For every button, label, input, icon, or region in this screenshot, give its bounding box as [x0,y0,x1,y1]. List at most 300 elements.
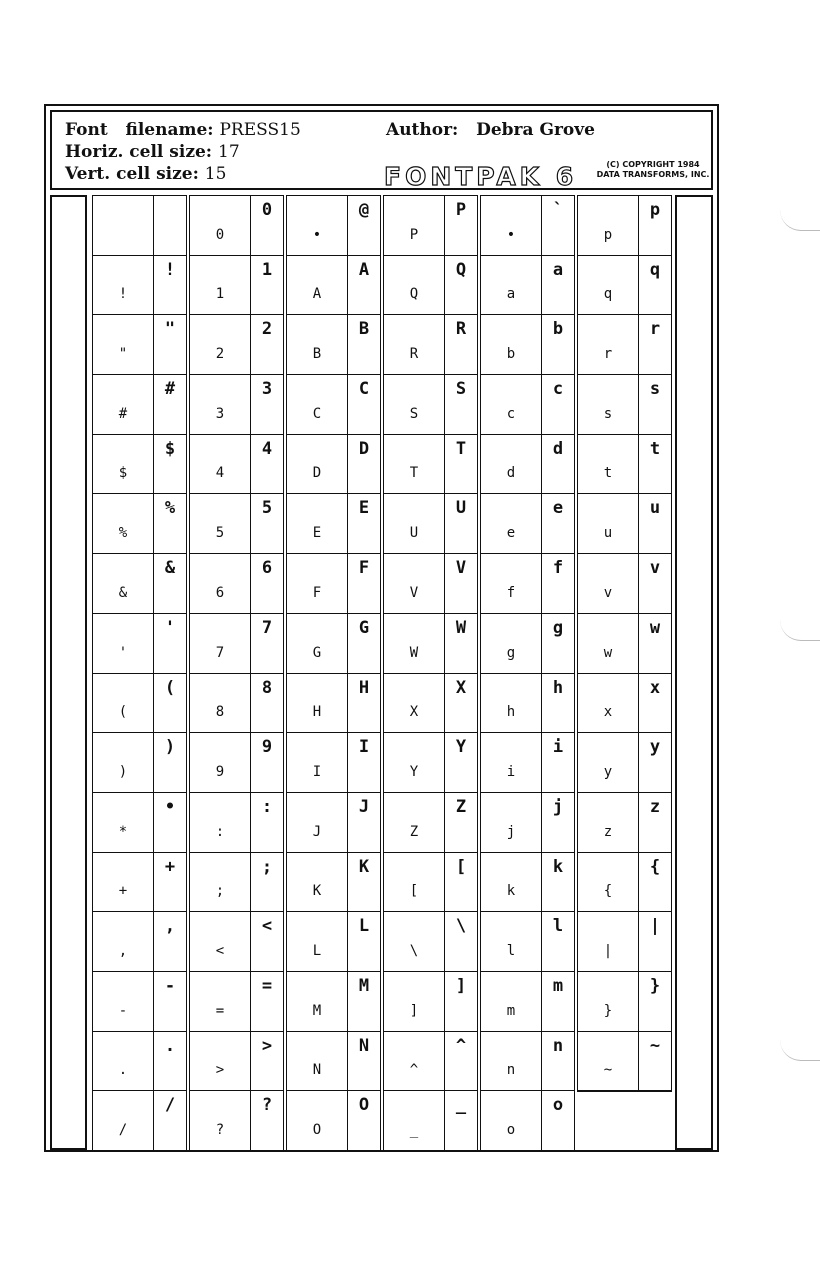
character-column-5 [480,195,575,1152]
glyph-sample-small: + [118,883,128,900]
glyph-cell-large [348,972,380,1032]
author-label: Author: [386,120,459,140]
character-column-3 [286,195,381,1152]
glyph-cell-small [287,912,348,972]
glyph-cell-small [481,196,542,256]
glyph-cell-large [251,674,283,734]
glyph-sample-small: E [312,525,322,542]
glyph-sample-small: p [603,226,613,243]
glyph-sample-small: Q [409,286,419,303]
glyph-cell-small [93,196,154,256]
glyph-sample-small: U [409,525,419,542]
glyph-cell-small [93,256,154,316]
glyph-sample-small: = [215,1002,225,1019]
glyph-sample-small: s [603,405,613,422]
glyph-sample-large: 5 [261,498,273,519]
glyph-sample-small: 0 [215,226,225,243]
glyph-sample-large: l [552,916,564,937]
glyph-sample-large: T [455,438,467,459]
glyph-sample-small: ' [118,644,128,661]
font-label: Font [65,120,108,140]
glyph-sample-large: O [358,1095,370,1116]
glyph-sample-large: 9 [261,737,273,758]
glyph-cell-large [154,733,186,793]
glyph-sample-large: b [552,319,564,340]
glyph-cell-large [445,494,477,554]
glyph-sample-large: 6 [261,558,273,579]
glyph-sample-small: k [506,883,516,900]
glyph-cell-large [348,256,380,316]
glyph-cell-large [542,1091,574,1151]
glyph-cell-small [93,674,154,734]
glyph-sample-small: # [118,405,128,422]
glyph-sample-large: < [261,916,273,937]
glyph-cell-large [445,315,477,375]
glyph-cell-large [154,972,186,1032]
glyph-sample-small: J [312,823,322,840]
glyph-cell-small [190,1091,251,1151]
glyph-cell-large [445,972,477,1032]
glyph-cell-small [93,614,154,674]
glyph-sample-small: ( [118,704,128,721]
glyph-sample-small: } [603,1002,613,1019]
glyph-cell-small [481,674,542,734]
glyph-cell-large [251,793,283,853]
glyph-sample-large: E [358,498,370,519]
glyph-sample-small: ! [118,286,128,303]
glyph-cell-small [190,733,251,793]
glyph-sample-large: , [164,916,176,937]
glyph-cell-small [287,1032,348,1092]
glyph-sample-small: N [312,1062,322,1079]
glyph-sample-large: m [552,975,564,996]
glyph-cell-large [542,972,574,1032]
glyph-cell-small [578,256,639,316]
glyph-cell-large [154,435,186,495]
glyph-sample-large: @ [358,200,370,220]
glyph-cell-large [154,256,186,316]
glyph-sample-small: ) [118,763,128,780]
glyph-sample-large: a [552,259,564,280]
glyph-sample-small: 3 [215,405,225,422]
copyright-notice [596,160,710,180]
glyph-sample-large: L [358,916,370,937]
glyph-sample-large: K [358,856,370,877]
glyph-sample-large: S [455,379,467,400]
glyph-sample-small: " [118,346,128,363]
glyph-cell-large [542,196,574,256]
glyph-cell-large [251,1032,283,1092]
glyph-sample-small: * [118,823,128,840]
glyph-sample-large: } [649,975,661,996]
glyph-sample-small: R [409,346,419,363]
glyph-sample-large: t [649,438,661,459]
glyph-sample-large: V [455,558,467,579]
glyph-cell-small [287,554,348,614]
glyph-cell-large [445,435,477,495]
glyph-sample-large: z [649,796,661,817]
glyph-cell-large [445,674,477,734]
glyph-cell-large [251,256,283,316]
glyph-cell-large [445,853,477,913]
filename-label: filename: [125,120,214,140]
glyph-cell-small [287,853,348,913]
glyph-cell-small [481,793,542,853]
glyph-sample-small: A [312,286,322,303]
glyph-sample-large: U [455,498,467,519]
glyph-cell-small [93,494,154,554]
glyph-sample-large: . [164,1035,176,1056]
character-column-2 [189,195,284,1152]
glyph-cell-large [154,375,186,435]
glyph-cell-large [445,1032,477,1092]
glyph-sample-small: d [506,465,516,482]
glyph-sample-large: - [164,975,176,996]
font-filename-line [65,120,301,140]
glyph-sample-large: = [261,975,273,996]
glyph-cell-large [639,1032,671,1092]
glyph-sample-large: d [552,438,564,459]
glyph-cell-small [384,1091,445,1151]
glyph-cell-small [93,912,154,972]
glyph-sample-large: e [552,498,564,519]
glyph-cell-small [287,494,348,554]
glyph-cell-small [481,554,542,614]
glyph-cell-small [578,793,639,853]
glyph-sample-small: : [215,823,225,840]
glyph-cell-small [190,972,251,1032]
vert-line [65,164,226,184]
glyph-cell-small [481,853,542,913]
glyph-sample-large: Y [455,737,467,758]
glyph-sample-small: n [506,1062,516,1079]
page-edge-mark [780,210,820,231]
glyph-sample-small: T [409,465,419,482]
glyph-cell-large [154,494,186,554]
glyph-sample-large: B [358,319,370,340]
glyph-sample-large: j [552,796,564,817]
glyph-sample-large: v [649,558,661,579]
glyph-cell-small [190,793,251,853]
glyph-sample-small: C [312,405,322,422]
horiz-label: Horiz. cell size: [65,142,213,162]
glyph-cell-small [384,614,445,674]
glyph-cell-small [190,853,251,913]
glyph-sample-small: g [506,644,516,661]
glyph-sample-large: n [552,1035,564,1056]
glyph-sample-large: ? [261,1095,273,1116]
glyph-cell-large [542,494,574,554]
glyph-sample-small: r [603,346,613,363]
glyph-cell-large [251,614,283,674]
glyph-sample-small: t [603,465,613,482]
glyph-cell-small [578,435,639,495]
glyph-sample-small: i [506,763,516,780]
glyph-cell-small [287,793,348,853]
glyph-cell-large [251,196,283,256]
glyph-cell-large [154,315,186,375]
glyph-sample-small: v [603,584,613,601]
glyph-cell-large [445,554,477,614]
glyph-cell-small [384,554,445,614]
glyph-sample-small: / [118,1122,128,1138]
glyph-cell-small [93,1091,154,1151]
glyph-cell-large [639,674,671,734]
glyph-sample-small: l [506,942,516,959]
glyph-cell-large [639,614,671,674]
glyph-sample-large: W [455,617,467,638]
vert-value: 15 [204,164,227,184]
glyph-sample-large: i [552,737,564,758]
glyph-cell-small [578,196,639,256]
glyph-sample-small: W [409,644,419,661]
glyph-cell-small [190,1032,251,1092]
glyph-sample-large: w [649,617,661,638]
glyph-cell-small [578,494,639,554]
glyph-cell-small [287,674,348,734]
glyph-sample-small: 4 [215,465,225,482]
glyph-cell-large [542,733,574,793]
glyph-cell-large [251,315,283,375]
glyph-sample-small: B [312,346,322,363]
glyph-sample-large: ~ [649,1035,661,1056]
glyph-sample-small: { [603,883,613,900]
glyph-cell-small [578,733,639,793]
glyph-sample-small: q [603,286,613,303]
glyph-cell-large [542,554,574,614]
filename-value: PRESS15 [219,120,301,140]
glyph-cell-small [384,494,445,554]
glyph-cell-large [542,674,574,734]
glyph-cell-small [578,853,639,913]
glyph-sample-small: Z [409,823,419,840]
glyph-cell-large [348,196,380,256]
glyph-cell-small [93,1032,154,1092]
glyph-sample-small: % [118,525,128,542]
glyph-cell-small [481,972,542,1032]
glyph-cell-small [287,315,348,375]
glyph-cell-small [578,972,639,1032]
horiz-line [65,142,240,162]
left-margin-strip [50,195,87,1150]
glyph-sample-small: V [409,584,419,601]
glyph-cell-large [542,435,574,495]
glyph-cell-small [190,435,251,495]
glyph-cell-small [578,315,639,375]
glyph-cell-small [287,733,348,793]
glyph-cell-large [639,375,671,435]
page-edge-mark [780,1040,820,1061]
glyph-cell-large [251,972,283,1032]
glyph-sample-small: & [118,584,128,601]
glyph-cell-large [542,853,574,913]
copyright-line-2: DATA TRANSFORMS, INC. [596,170,710,179]
glyph-sample-large: o [552,1095,564,1116]
glyph-cell-large [639,315,671,375]
glyph-cell-small [384,435,445,495]
glyph-sample-large: \ [455,916,467,937]
glyph-sample-large: X [455,677,467,698]
glyph-cell-small [190,554,251,614]
glyph-cell-small [384,733,445,793]
glyph-cell-large [542,256,574,316]
glyph-cell-small [93,554,154,614]
glyph-sample-small: L [312,942,322,959]
glyph-sample-large: Z [455,796,467,817]
glyph-sample-large: A [358,259,370,280]
glyph-sample-large: " [164,319,176,340]
glyph-sample-large: 4 [261,438,273,459]
glyph-cell-small [481,614,542,674]
glyph-sample-small: 7 [215,644,225,661]
glyph-sample-large: 2 [261,319,273,340]
glyph-sample-small: K [312,883,322,900]
glyph-cell-large [251,733,283,793]
glyph-sample-large: h [552,677,564,698]
glyph-sample-large: ^ [455,1035,467,1056]
glyph-cell-small [578,912,639,972]
glyph-sample-small: 9 [215,763,225,780]
glyph-cell-small [190,614,251,674]
glyph-sample-large: ] [455,975,467,996]
glyph-cell-large [639,554,671,614]
glyph-sample-large: N [358,1035,370,1056]
glyph-sample-large: g [552,617,564,638]
glyph-sample-large: • [164,796,176,817]
glyph-sample-large: : [261,796,273,817]
glyph-cell-small [287,196,348,256]
glyph-cell-large [348,1032,380,1092]
glyph-sample-large: $ [164,438,176,459]
glyph-cell-large [445,1091,477,1151]
glyph-sample-small: f [506,584,516,601]
glyph-cell-large [251,1091,283,1151]
glyph-sample-large: q [649,259,661,280]
glyph-sample-small: 5 [215,525,225,542]
glyph-cell-large [251,912,283,972]
glyph-cell-large [348,674,380,734]
header-box [50,110,713,190]
glyph-cell-large [445,793,477,853]
glyph-sample-small: e [506,525,516,542]
glyph-cell-small [190,256,251,316]
author-value: Debra Grove [476,120,595,140]
glyph-sample-large: & [164,558,176,579]
glyph-cell-large [445,256,477,316]
glyph-cell-small [481,315,542,375]
glyph-sample-large: 0 [261,200,273,220]
vert-label: Vert. cell size: [65,164,199,184]
glyph-sample-small: ~ [603,1062,613,1079]
glyph-sample-small: o [506,1122,516,1138]
glyph-sample-small: Y [409,763,419,780]
glyph-sample-small: z [603,823,613,840]
glyph-sample-large: / [164,1095,176,1116]
glyph-sample-small: M [312,1002,322,1019]
glyph-sample-large: ' [164,617,176,638]
glyph-sample-large: M [358,975,370,996]
glyph-sample-large: p [649,200,661,220]
glyph-cell-small [190,494,251,554]
glyph-cell-large [445,614,477,674]
glyph-sample-small: | [603,942,613,959]
glyph-sample-large: D [358,438,370,459]
glyph-cell-large [154,912,186,972]
glyph-cell-small [287,614,348,674]
glyph-cell-large [251,375,283,435]
glyph-sample-small: y [603,763,613,780]
glyph-cell-small [287,435,348,495]
glyph-cell-small [190,196,251,256]
glyph-cell-small [93,375,154,435]
glyph-cell-small [578,674,639,734]
glyph-cell-small [481,912,542,972]
glyph-cell-small [287,972,348,1032]
glyph-cell-small [190,375,251,435]
glyph-sample-small: O [312,1122,322,1138]
glyph-cell-large [542,1032,574,1092]
glyph-sample-small: , [118,942,128,959]
glyph-sample-small: a [506,286,516,303]
glyph-cell-large [639,912,671,972]
glyph-cell-small [190,912,251,972]
glyph-cell-large [348,375,380,435]
glyph-cell-small [384,256,445,316]
glyph-cell-large [154,554,186,614]
glyph-cell-large [639,793,671,853]
glyph-sample-large: r [649,319,661,340]
glyph-cell-large [639,494,671,554]
glyph-sample-small: u [603,525,613,542]
glyph-cell-large [542,912,574,972]
glyph-cell-large [542,793,574,853]
glyph-cell-small [481,256,542,316]
glyph-sample-large: k [552,856,564,877]
glyph-sample-large: 1 [261,259,273,280]
glyph-sample-large: C [358,379,370,400]
glyph-cell-small [481,494,542,554]
glyph-cell-large [542,614,574,674]
glyph-cell-small [384,196,445,256]
glyph-cell-large [348,614,380,674]
glyph-cell-small [384,315,445,375]
glyph-sample-large: J [358,796,370,817]
glyph-cell-small [190,315,251,375]
glyph-cell-small [93,972,154,1032]
glyph-cell-large [542,375,574,435]
glyph-sample-large: + [164,856,176,877]
glyph-sample-small: ; [215,883,225,900]
glyph-sample-small: ^ [409,1062,419,1079]
glyph-sample-small: ? [215,1122,225,1138]
glyph-cell-large [154,614,186,674]
author-line [386,120,595,140]
glyph-cell-large [154,793,186,853]
glyph-cell-small [384,375,445,435]
glyph-cell-large [154,1091,186,1151]
glyph-sample-large: P [455,200,467,220]
glyph-sample-large: ! [164,259,176,280]
glyph-cell-small [578,614,639,674]
glyph-cell-large [348,494,380,554]
glyph-sample-large: ; [261,856,273,877]
glyph-sample-large: > [261,1035,273,1056]
glyph-cell-small [93,853,154,913]
glyph-sample-small: c [506,405,516,422]
glyph-cell-small [384,674,445,734]
fontpak-logo: FONTPAK 6 [384,162,578,191]
glyph-cell-small [384,1032,445,1092]
